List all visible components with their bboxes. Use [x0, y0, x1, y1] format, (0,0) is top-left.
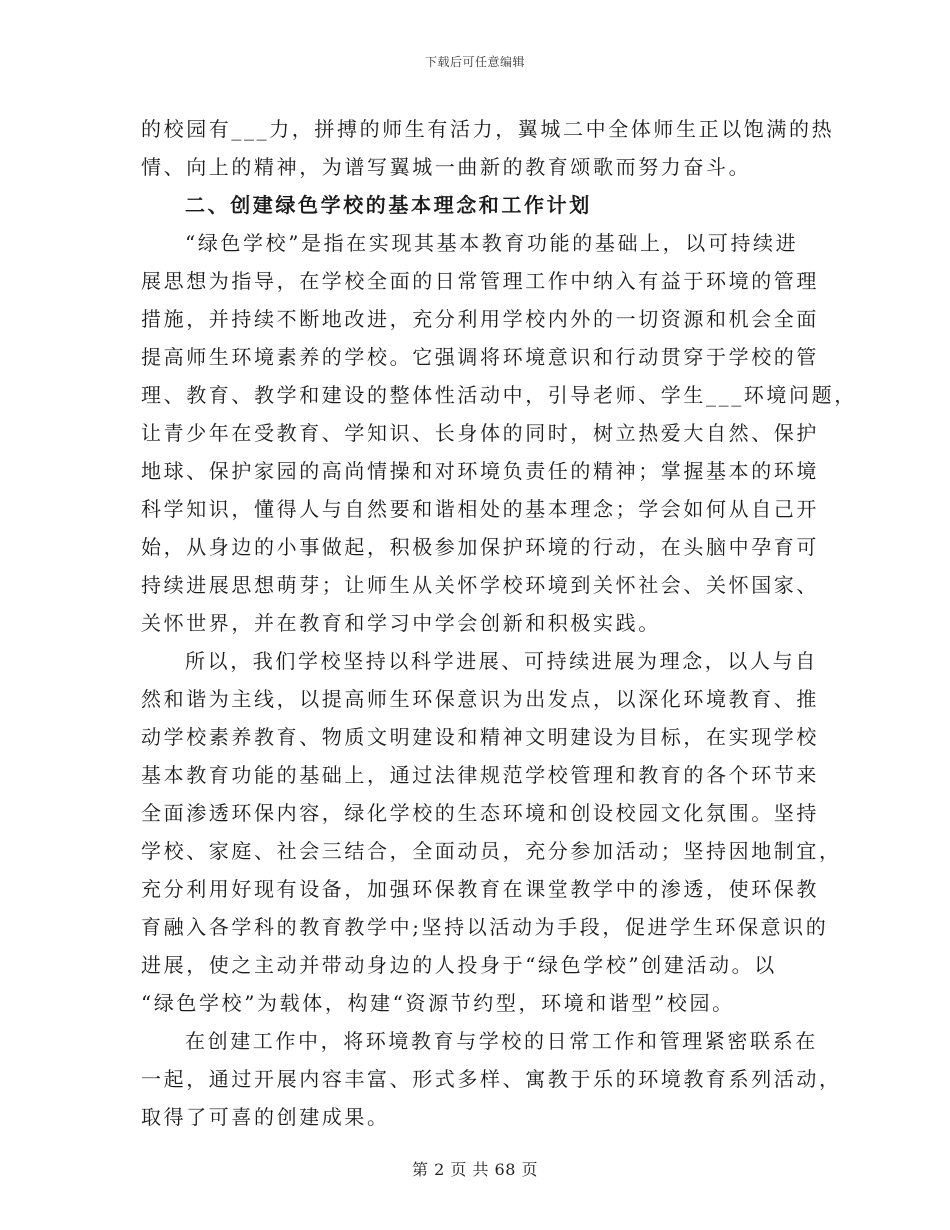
body-line: 展思想为指导，在学校全面的日常管理工作中纳入有益于环境的管理 [141, 269, 819, 293]
body-line: “绿色学校”为载体，构建“资源节约型，环境和谐型”校园。 [141, 991, 735, 1015]
body-line: 的校园有___力，拼搏的师生有活力，翼城二中全体师生正以饱满的热 [141, 117, 835, 141]
body-line: 学校、家庭、社会三结合，全面动员，充分参加活动；坚持因地制宜， [141, 839, 842, 863]
paragraph-first-line: 所以，我们学校坚持以科学进展、可持续进展为理念，以人与自 [185, 649, 818, 673]
body-line: 取得了可喜的创建成果。 [141, 1105, 390, 1129]
body-line: 进展，使之主动并带动身边的人投身于“绿色学校”创建活动。以 [141, 953, 777, 977]
body-line: 全面渗透环保内容，绿化学校的生态环境和创设校园文化氛围。坚持 [141, 801, 819, 825]
page-header: 下载后可任意编辑 [424, 55, 525, 69]
section-heading: 二、创建绿色学校的基本理念和工作计划 [185, 193, 592, 217]
page-number: 第 2 页 共 68 页 [412, 1160, 538, 1179]
body-line: 持续进展思想萌芽；让师生从关怀学校环境到关怀社会、关怀国家、 [141, 573, 819, 597]
body-line: 地球、保护家园的高尚情操和对环境负责任的精神；掌握基本的环境 [141, 459, 819, 483]
body-line: 提高师生环境素养的学校。它强调将环境意识和行动贯穿于学校的管 [141, 345, 819, 369]
body-line: 然和谐为主线，以提高师生环保意识为出发点，以深化环境教育、推 [141, 687, 819, 711]
body-line: 始，从身边的小事做起，积极参加保护环境的行动，在头脑中孕育可 [141, 535, 819, 559]
body-line: 育融入各学科的教育教学中;坚持以活动为手段，促进学生环保意识的 [141, 915, 829, 939]
paragraph-first-line: 在创建工作中，将环境教育与学校的日常工作和管理紧密联系在 [185, 1029, 818, 1053]
body-line: 科学知识，懂得人与自然要和谐相处的基本理念；学会如何从自己开 [141, 497, 819, 521]
body-line: 让青少年在受教育、学知识、长身体的同时，树立热爱大自然、保护 [141, 421, 819, 445]
body-line: 动学校素养教育、物质文明建设和精神文明建设为目标，在实现学校 [141, 725, 819, 749]
body-line: 基本教育功能的基础上，通过法律规范学校管理和教育的各个环节来 [141, 763, 819, 787]
paragraph-first-line: “绿色学校”是指在实现其基本教育功能的基础上，以可持续进 [185, 231, 799, 255]
body-line: 充分利用好现有设备，加强环保教育在课堂教学中的渗透，使环保教 [141, 877, 819, 901]
document-body [141, 110, 857, 1136]
body-line: 一起，通过开展内容丰富、形式多样、寓教于乐的环境教育系列活动， [141, 1067, 842, 1091]
body-line: 关怀世界，并在教育和学习中学会创新和积极实践。 [141, 611, 661, 635]
body-line: 情、向上的精神，为谱写翼城一曲新的教育颂歌而努力奋斗。 [141, 155, 752, 179]
body-line: 理、教育、教学和建设的整体性活动中，引导老师、学生___环境问题， [141, 383, 857, 407]
body-line: 措施，并持续不断地改进，充分利用学校内外的一切资源和机会全面 [141, 307, 819, 331]
